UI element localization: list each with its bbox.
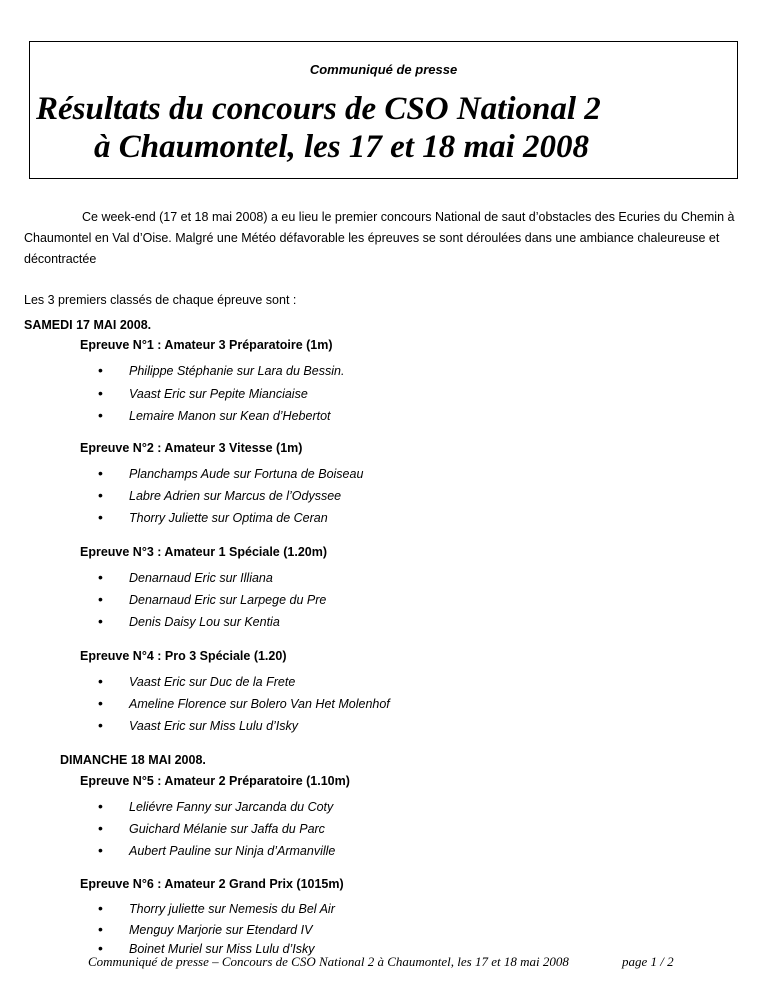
event-title: Epreuve N°3 : Amateur 1 Spéciale (1.20m) bbox=[80, 545, 327, 559]
result-item: • Planchamps Aude sur Fortuna de Boiseau bbox=[98, 465, 364, 481]
intro-paragraph: Ce week-end (17 et 18 mai 2008) a eu lieu le premier concours National de saut d’obstacles des Ecuries du Chemin à Chaumontel en Val d’Oise. Malgré une Météo défavorable les épreuves se sont déroulées dans une ambiance chaleureuse et décontractée bbox=[24, 210, 735, 266]
page-footer: Communiqué de presse – Concours de CSO National 2 à Chaumontel, les 17 et 18 mai 2008 bbox=[88, 954, 569, 969]
event-title: Epreuve N°2 : Amateur 3 Vitesse (1m) bbox=[80, 441, 303, 455]
bullet-icon: • bbox=[98, 798, 103, 814]
header-box bbox=[29, 41, 738, 179]
bullet-icon: • bbox=[98, 717, 103, 733]
press-label: Communiqué de presse bbox=[309, 62, 458, 77]
result-item: • Lemaire Manon sur Kean d’Hebertot bbox=[98, 407, 331, 423]
bullet-icon: • bbox=[98, 695, 103, 711]
result-item: • Menguy Marjorie sur Etendard IV bbox=[98, 921, 313, 937]
page-number: page 1 / 2 bbox=[622, 954, 674, 969]
bullet-icon: • bbox=[98, 842, 103, 858]
day-label-saturday: SAMEDI 17 MAI 2008. bbox=[24, 318, 152, 332]
result-item: • Boinet Muriel sur Miss Lulu d’Isky bbox=[98, 940, 315, 956]
bullet-icon: • bbox=[98, 407, 103, 423]
result-item: • Vaast Eric sur Miss Lulu d’Isky bbox=[98, 717, 299, 733]
result-item: • Philippe Stéphanie sur Lara du Bessin. bbox=[98, 362, 345, 378]
bullet-icon: • bbox=[98, 385, 103, 401]
event-title: Epreuve N°6 : Amateur 2 Grand Prix (1015m) bbox=[80, 877, 344, 891]
result-item: • Denis Daisy Lou sur Kentia bbox=[98, 613, 280, 629]
bullet-icon: • bbox=[98, 820, 103, 836]
bullet-icon: • bbox=[98, 569, 103, 585]
bullet-icon: • bbox=[98, 487, 103, 503]
result-item: • Guichard Mélanie sur Jaffa du Parc bbox=[98, 820, 325, 836]
event-title: Epreuve N°5 : Amateur 2 Préparatoire (1.10m) bbox=[80, 774, 350, 788]
bullet-icon: • bbox=[98, 591, 103, 607]
result-item: • Labre Adrien sur Marcus de l’Odyssee bbox=[98, 487, 342, 503]
result-item: • Aubert Pauline sur Ninja d’Armanville bbox=[98, 842, 336, 858]
bullet-icon: • bbox=[98, 613, 103, 629]
bullet-icon: • bbox=[98, 465, 103, 481]
result-item: • Ameline Florence sur Bolero Van Het Molenhof bbox=[98, 695, 390, 711]
bullet-icon: • bbox=[98, 940, 103, 956]
event-title: Epreuve N°4 : Pro 3 Spéciale (1.20) bbox=[80, 649, 287, 663]
page-title bbox=[36, 90, 601, 166]
event-title: Epreuve N°1 : Amateur 3 Préparatoire (1m) bbox=[80, 338, 333, 352]
bullet-icon: • bbox=[98, 673, 103, 689]
result-item: • Leliévre Fanny sur Jarcanda du Coty bbox=[98, 798, 334, 814]
result-item: • Thorry juliette sur Nemesis du Bel Air bbox=[98, 900, 335, 916]
result-item: • Denarnaud Eric sur Larpege du Pre bbox=[98, 591, 327, 607]
result-item: • Thorry Juliette sur Optima de Ceran bbox=[98, 509, 328, 525]
title-line-2: à Chaumontel, les 17 et 18 mai 2008 bbox=[94, 129, 590, 165]
day-label-sunday: DIMANCHE 18 MAI 2008. bbox=[60, 753, 206, 767]
result-item: • Denarnaud Eric sur Illiana bbox=[98, 569, 273, 585]
result-item: • Vaast Eric sur Pepite Mianciaise bbox=[98, 385, 308, 401]
bullet-icon: • bbox=[98, 362, 103, 378]
bullet-icon: • bbox=[98, 900, 103, 916]
lead-text: Les 3 premiers classés de chaque épreuve sont : bbox=[24, 293, 297, 307]
bullet-icon: • bbox=[98, 921, 103, 937]
title-line-1: Résultats du concours de CSO National 2 bbox=[36, 91, 601, 127]
bullet-icon: • bbox=[98, 509, 103, 525]
result-item: • Vaast Eric sur Duc de la Frete bbox=[98, 673, 296, 689]
